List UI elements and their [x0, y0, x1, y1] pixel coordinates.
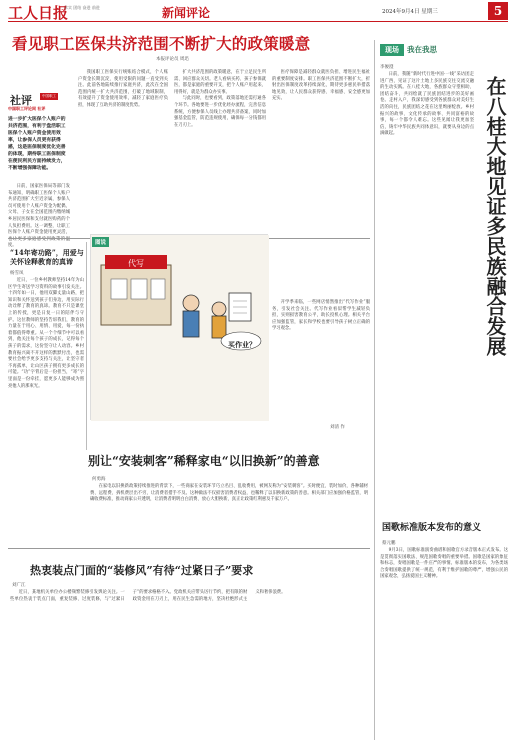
article4-title: 热衷装点门面的“装修风”有待“过紧日子”要求 — [30, 564, 254, 577]
right-body: 日前，我随“新时代行进中国·一线”采访团走进广西，见证了这片土地上多民族交往交流交融的生动实践。在八桂大地，各族群众守望相助、团结奋斗，共同绘就了民族团结进步的美好画卷。走村入户，我深切感受到各族群众对美好生活的向往，民族团结之花在这里绚丽绽放。乡村振兴的故事、文化传承的故事、共同富裕的故事，每一个都令人难忘。这些见闻让我更加坚信，铸牢中华民族共同体意识，就要从身边的点滴做起。 — [380, 72, 474, 137]
article1-byline: 杨雪凤 — [10, 271, 24, 276]
divider — [8, 548, 370, 549]
article3-byline: 蔡元鹏 — [382, 541, 396, 546]
article4-byline: 刘广江 — [12, 583, 26, 588]
article1-title: “14年寄功路”，用爱与关怀诠释教育的真谛 — [10, 248, 84, 266]
masthead — [8, 2, 508, 22]
article4-body: 近日，某地机关单位办公楼频繁装修引发舆论关注。一些单位热衷于装点门面，重复装修、过度装修，与“过紧日子”的要求格格不入。党政机关应带头厉行节约，把有限的财政资金用在刀刃上，用在民生急需的地方，坚决杜绝形式主义和奢侈浪费。 — [10, 590, 286, 602]
sheping-subtitle: 中国职工评论网 社评 — [8, 106, 46, 111]
article2-title: 别让“安装刺客”稀释家电“以旧换新”的善意 — [88, 454, 320, 468]
section-title: 新闻评论 — [162, 6, 211, 20]
article1-body: 近日，一位乡村教师坚持14年为山区学生寄送学习资料的故事引发关注。十四年如一日，他用双脚丈量山路，把知识和关怀送到孩子们身边，用实际行动诠释了教育的真谛。教育不只是课堂上的传授，更是日复一日的陪伴与守护。这位教师的坚持告诉我们，教育的力量在于用心、用情、用爱，每一份执着都值得尊重。从一个个细节中可以看到，他关注每个孩子的成长，记得每个孩子的需求，这份坚守让人动容。乡村教育振兴离不开这样的默默付出，也需要社会给予更多支持与关注，让坚守者不再孤单，让山区孩子拥有更多成长的可能。“功”字背后是一份担当，“寄”字里面是一份牵挂，愿更多人能够成为照亮他人的那束光。 — [8, 278, 84, 389]
lead-col-3: 扩大共济范围的政策暖意，在于立足民生所需、回应群众关切。老人看病买药、孩子参保就医，都是家庭的重要开支，把个人账户用起来、用得好，就是为群众办实事。 与此同时，也要看到，政策落地还需打通各个环节。各地要进一步优化经办流程，完善信息系统，方便参保人员线上办理共济备案，同时加强基金监管，防范违规使用，确保每一分钱都用在刀刃上。 — [174, 70, 266, 128]
logo-subtitle: 求实 团结 奋进 前进 — [64, 5, 100, 10]
svg-text:代写: 代写 — [128, 259, 144, 268]
lead-col-1: 日前，国家医保局等部门发布通知，明确职工医保个人账户共济范围扩大至近亲属，参保人员可使用个人账户资金为配偶、父母、子女在全国范围内缴纳城乡居民医保和支付就医购药的个人负担费用。这一调整，让职工医保个人账户资金使用更灵活，也让更多家庭感受到政策的温度。 — [8, 184, 70, 249]
cartoon-caption: 开学季来临，一些网店悄然推出“代写作业”服务，引发社会关注。代写作业看似帮学生减轻负担，实则损害教育公平，助长投机心理。相关平台应加强监管，家长和学校也要引导孩子树立正确的学习观念。 — [272, 300, 370, 332]
lead-col-4: 医疗保障是减轻群众就医负担、增进民生福祉的重要制度安排。职工医保共济范围不断扩大，折射出医保制度改革持续深化，期待更多惠民举措落地见效，让人民群众获得感、幸福感、安全感更加充实。 — [272, 70, 370, 102]
lead-byline: 本报评论员 周迅 — [156, 57, 189, 62]
cartoon-author: 刘清 作 — [330, 425, 345, 430]
xianchang-label: 我在我思 — [407, 45, 437, 54]
column-divider — [86, 242, 87, 450]
sheping-label: 社评 — [10, 94, 32, 107]
article3-body: 9月3日，国歌标准演奏曲谱和国歌官方录音版本正式发布。这是贯彻落实国歌法、规范国歌奏唱的重要举措。国歌是国家的象征和标志，奏唱国歌是一件庄严的事情。标准版本的发布，为各类场合奏唱国歌提供了统一规范，有利于维护国歌的尊严，增强公民的国家观念，弘扬爱国主义精神。 — [380, 548, 508, 580]
right-byline: 李俊澄 — [380, 65, 394, 70]
page-number: 5 — [488, 2, 508, 20]
lead-col-2: 我国职工医保实行统账结合模式，个人账户资金长期沉淀、使用受限的问题一直受到关注。此前各地陆续推行家庭共济，此次在全国范围内统一扩大共济范围，打破了地域限制，有效提升了资金使用效率，减轻了家庭医疗负担，体现了互助共济的制度优势。 — [78, 70, 168, 108]
lead-headline: 看见职工医保共济范围不断扩大的政策暖意 — [12, 34, 311, 53]
article2-body: 在家电以旧换新政策持续推进的背景下，一些商家在安装环节巧立名目、乱收费用，被网友称为“安装刺客”。买时便宜、装时加价，各种辅材费、远程费、拆机费层出不穷，让消费者措手不及。这种做法不仅损害消费者权益，也稀释了以旧换新政策的善意。相关部门应加强价格监管，明确收费标准，推动商家公开透明，让消费者明明白白消费、放心大胆换新，真正让政策红利惠及千家万户。 — [90, 484, 368, 503]
newspaper-logo: 工人日报 — [8, 4, 69, 22]
article3-title: 国歌标准版本发布的意义 — [382, 523, 482, 533]
dateline: 2024年9月4日 星期三 — [382, 9, 438, 15]
xianchang-box: 现场 — [380, 44, 404, 56]
cartoon-title: 买作业？ — [228, 340, 256, 349]
cartoon-illustration — [91, 235, 269, 421]
article2-byline: 何勇海 — [92, 477, 106, 482]
cartoon-badge: 图说 — [92, 237, 109, 247]
sheping-badge: 中国职工 — [42, 94, 56, 98]
sheping-quote: 进一步扩大医保个人账户的共济范围，有利于盘活职工医保个人账户资金使用效率，让参保人员更有获得感，这是医保制度优化完善的体现，期待职工医保制度在便民利民方面持续发力，不断增强保障功能。 — [8, 116, 66, 171]
column-divider — [374, 40, 375, 740]
cartoon-image — [90, 234, 268, 420]
right-vertical-title: 在八桂大地见证多民族融合发展 — [483, 76, 507, 356]
